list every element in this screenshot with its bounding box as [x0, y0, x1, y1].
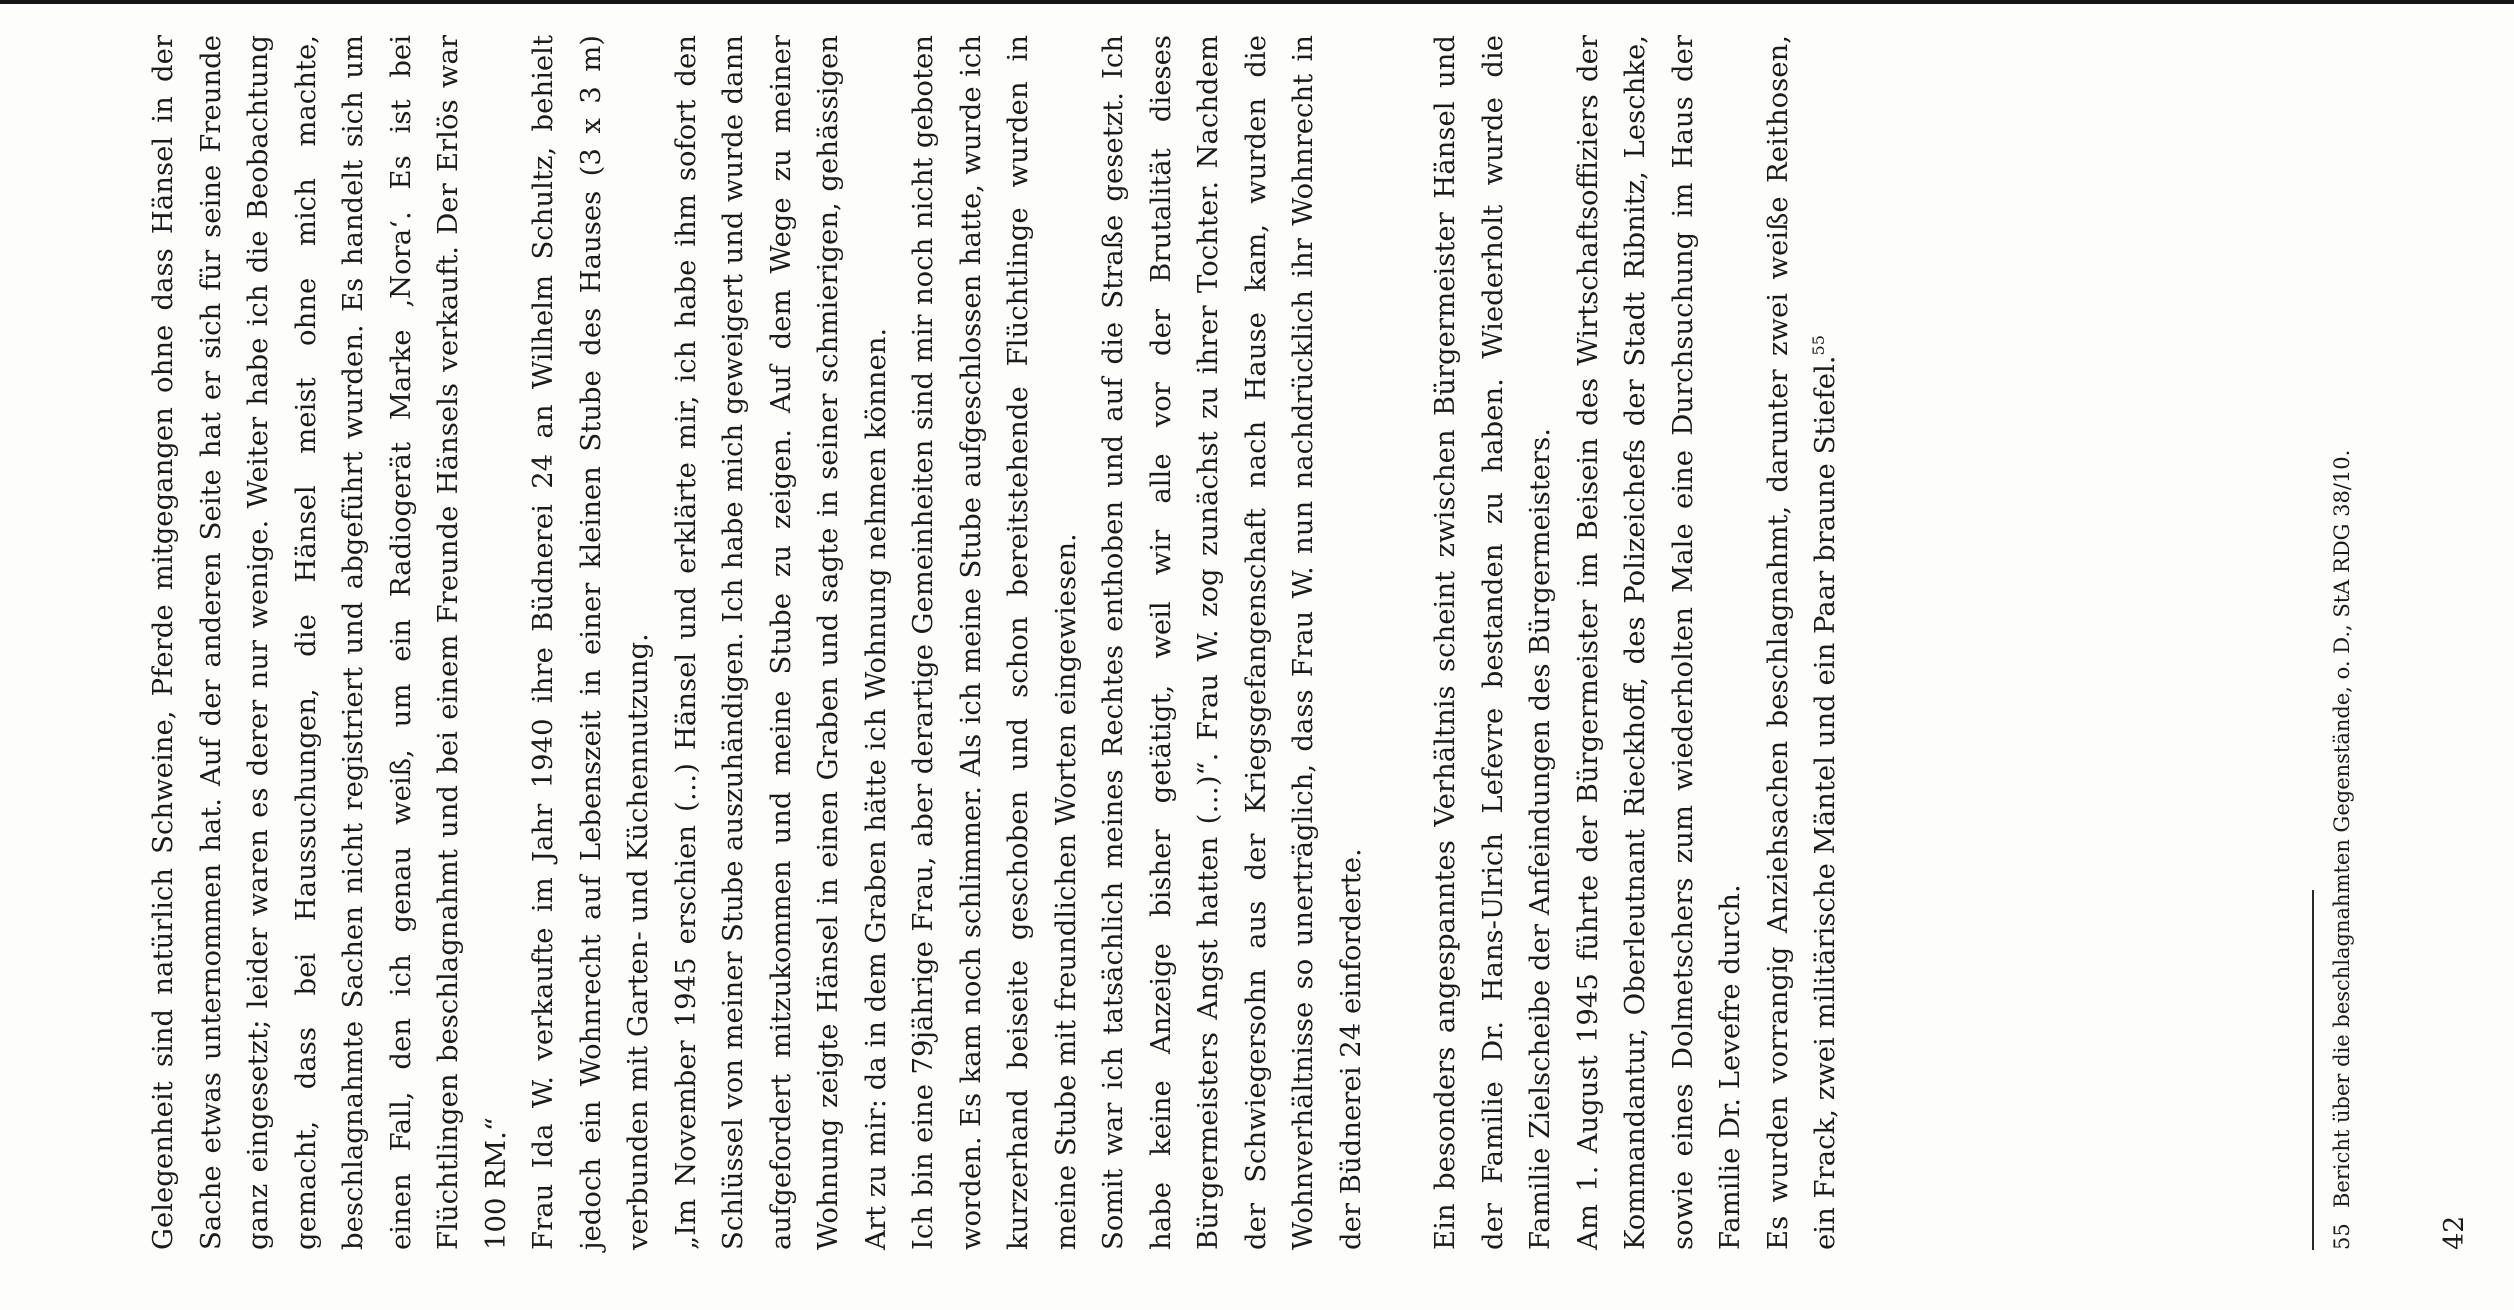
footnote-text: Bericht über die beschlagnahmten Gegenstände, o. D., StA RDG 38/10. — [2330, 449, 2354, 1208]
paragraph-6: Ein besonders angespanntes Verhältnis scheint zwischen Bürgermeister Hänsel und der Familie Dr. Hans-Ulrich Lefevre bestanden zu haben. Wiederholt wurde die Familie Zielscheibe der Anfeindungen des Bürgermeisters. — [1429, 35, 1556, 1250]
footnote-number: 55 — [2330, 1223, 2354, 1250]
paragraph-4: Ich bin eine 79jährige Frau, aber derartige Gemeinheiten sind mir noch nicht geboten worden. Es kam noch schlimmer. Als ich meine Stube aufgeschlossen hatte, wurde ich kurzerhand beiseite geschoben und schon bereitstehende Flüchtlinge wurden in meine Stube mit freundlichen Worten eingewiesen. — [907, 35, 1082, 1250]
paragraph-1: Gelegenheit sind natürlich Schweine, Pferde mitgegangen ohne dass Hänsel in der Sache etwas unternommen hat. Auf der anderen Seite hat er sich für seine Freunde ganz eingesetzt; leider waren es derer nur wenige. Weiter habe ich die Beobachtung gemacht, dass bei Haussuchungen, die Hänsel meist ohne mich machte, beschlagnahmte Sachen nicht registriert und abgeführt wurden. Es handelt sich um einen Fall, den ich genau weiß, um ein Radiogerät Marke ‚Nora‘. Es ist bei Flüchtlingen beschlagnahmt und bei einem Freunde Hänsels verkauft. Der Erlös war 100 RM.“ — [147, 35, 512, 1250]
paragraph-gap — [1375, 35, 1422, 1250]
paragraph-8 — [1755, 35, 1850, 1250]
footnote-separator — [2312, 890, 2314, 1250]
paragraph-5: Somit war ich tatsächlich meines Rechtes enthoben und auf die Straße gesetzt. Ich habe keine Anzeige bisher getätigt, weil wir alle vor der Brutalität dieses Bürgermeisters Angst hatten (…)“. Frau W. zog zunächst zu ihrer Tochter. Nachdem der Schwiegersohn aus der Kriegsgefangenschaft nach Hause kam, wurden die Wohnverhältnisse so unerträglich, dass Frau W. nun nachdrücklich ihr Wohnrecht in der Büdnerei 24 einforderte. — [1097, 35, 1367, 1250]
body-text — [140, 35, 1850, 1250]
page-number: 42 — [2439, 1215, 2470, 1250]
rotated-page-content — [140, 35, 2514, 1250]
paragraph-2: Frau Ida W. verkaufte im Jahr 1940 ihre Büdnerei 24 an Wilhelm Schultz, behielt jedoch ein Wohnrecht auf Lebenszeit in einer kleinen Stube des Hauses (3 x 3 m) verbunden mit Garten- und Küchennutzung. — [527, 35, 654, 1250]
paragraph-7: Am 1. August 1945 führte der Bürgermeister im Beisein des Wirtschaftsoffiziers der Kommandantur, Oberleutnant Rieckhoff, des Polizeichefs der Stadt Ribnitz, Leschke, sowie eines Dolmetschers zum wiederholten Male eine Durchsuchung im Haus der Familie Dr. Levefre durch. — [1571, 35, 1746, 1250]
footnote-reference: 55 — [1808, 335, 1828, 356]
paragraph-3: „Im November 1945 erschien (…) Hänsel und erklärte mir, ich habe ihm sofort den Schlüssel von meiner Stube auszuhändigen. Ich habe mich geweigert und wurde dann aufgefordert mitzukommen und meine Stube zu zeigen. Auf dem Wege zu meiner Wohnung zeigte Hänsel in einen Graben und sagte in seiner schmierigen, gehässigen Art zu mir: da in dem Graben hätte ich Wohnung nehmen können. — [669, 35, 892, 1250]
scan-edge-rule — [0, 0, 2514, 4]
paragraph-8-text: Es wurden vorrangig Anziehsachen beschlagnahmt, darunter zwei weiße Reithosen, ein Frack, zwei militärische Mäntel und ein Paar braune Stiefel. — [1761, 35, 1841, 1250]
footnote — [2328, 35, 2356, 1250]
